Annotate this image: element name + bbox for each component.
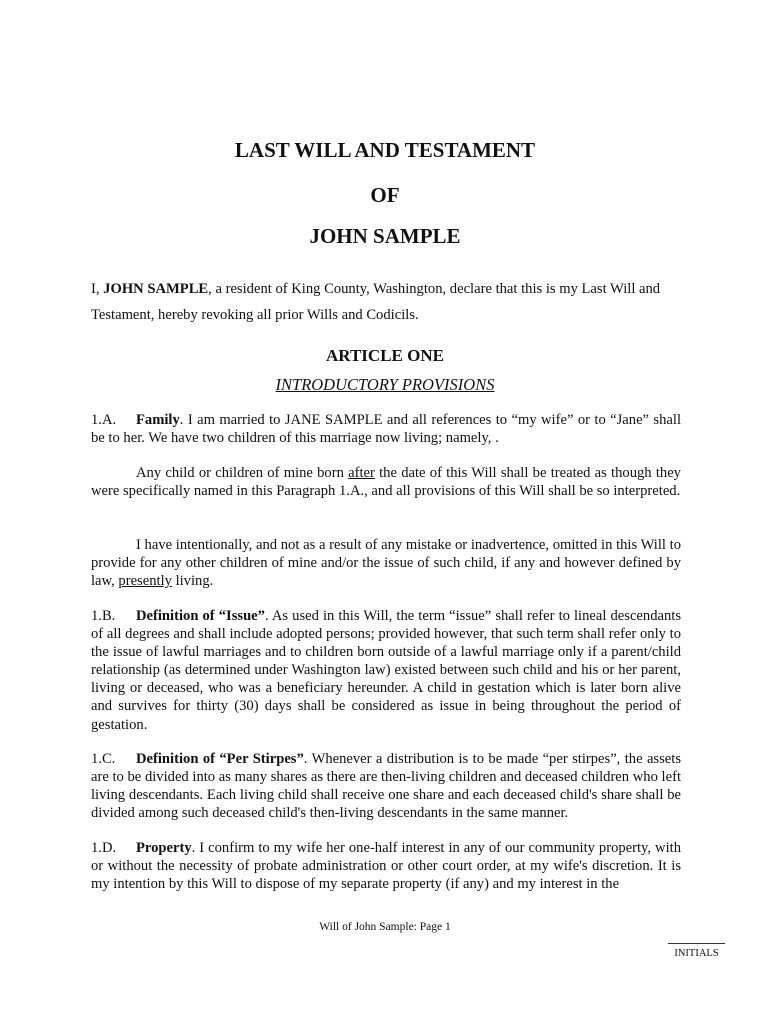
section-number: 1.B. <box>91 608 116 624</box>
title-of: OF <box>370 183 400 207</box>
initials-signature-line <box>668 943 725 944</box>
testator-name: JOHN SAMPLE <box>103 281 209 297</box>
initials-label: INITIALS <box>674 948 719 959</box>
section-heading: Family <box>136 412 180 428</box>
intro-paragraph: I, JOHN SAMPLE, a resident of King County, Washington, declare that this is my Last Will and Testament, hereby revoking all prior Wills and Codicils. <box>91 281 661 323</box>
section-1a: 1.A. Family. I am married to JANE SAMPLE and all references to “my wife” or to “Jane” shall be to her. We have two children of this marriage now living; namely, . <box>91 412 681 447</box>
paragraph-after-born-children: Any child or children of mine born after the date of this Will shall be treated as though they were specifically named in this Paragraph 1.A., and all provisions of this Will shall be so interpreted. <box>91 465 681 500</box>
paragraph-omitted-children: I have intentionally, and not as a result of any mistake or inadvertence, omitted in this Will to provide for any other children of mine and/or the issue of such child, if any and however defined by law, presently living. <box>91 537 681 590</box>
article-title: ARTICLE ONE <box>326 346 444 365</box>
section-number: 1.D. <box>91 840 117 856</box>
page-footer: Will of John Sample: Page 1 <box>319 921 451 933</box>
section-heading: Property <box>136 840 192 856</box>
document-title: LAST WILL AND TESTAMENT <box>234 138 536 162</box>
section-heading: Definition of “Per Stirpes” <box>136 751 304 767</box>
section-number: 1.A. <box>91 412 117 428</box>
section-1d: 1.D. Property. I confirm to my wife her one-half interest in any of our community property, with or without the necessity of probate administration or other court order, at my wife's discretion. It is my intention by this Will to dispose of my separate property (if any) and my interest in the <box>91 840 681 893</box>
section-1c: 1.C. Definition of “Per Stirpes”. Whenever a distribution is to be made “per stirpes”, the assets are to be divided into as many shares as there are then-living children and deceased children who left living descendants. Each living child shall receive one share and each deceased child's share shall be divided among such deceased child's then-living descendants in the same manner. <box>91 751 681 822</box>
section-heading: Definition of “Issue” <box>136 608 265 624</box>
section-1b: 1.B. Definition of “Issue”. As used in this Will, the term “issue” shall refer to lineal descendants of all degrees and shall include adopted persons; provided however, that such term shall refer only to the issue of lawful marriages and to children born outside of a lawful marriage only if a parent/child relationship (as determined under Washington law) existed between such child and his or her parent, living or deceased, who was a beneficiary hereunder. A child in gestation which is later born alive and survives for thirty (30) days shall be considered as issue in being throughout the period of gestation. <box>91 608 681 733</box>
testator-name-heading: JOHN SAMPLE <box>309 224 461 248</box>
section-number: 1.C. <box>91 751 116 767</box>
article-subtitle: INTRODUCTORY PROVISIONS <box>275 375 495 394</box>
